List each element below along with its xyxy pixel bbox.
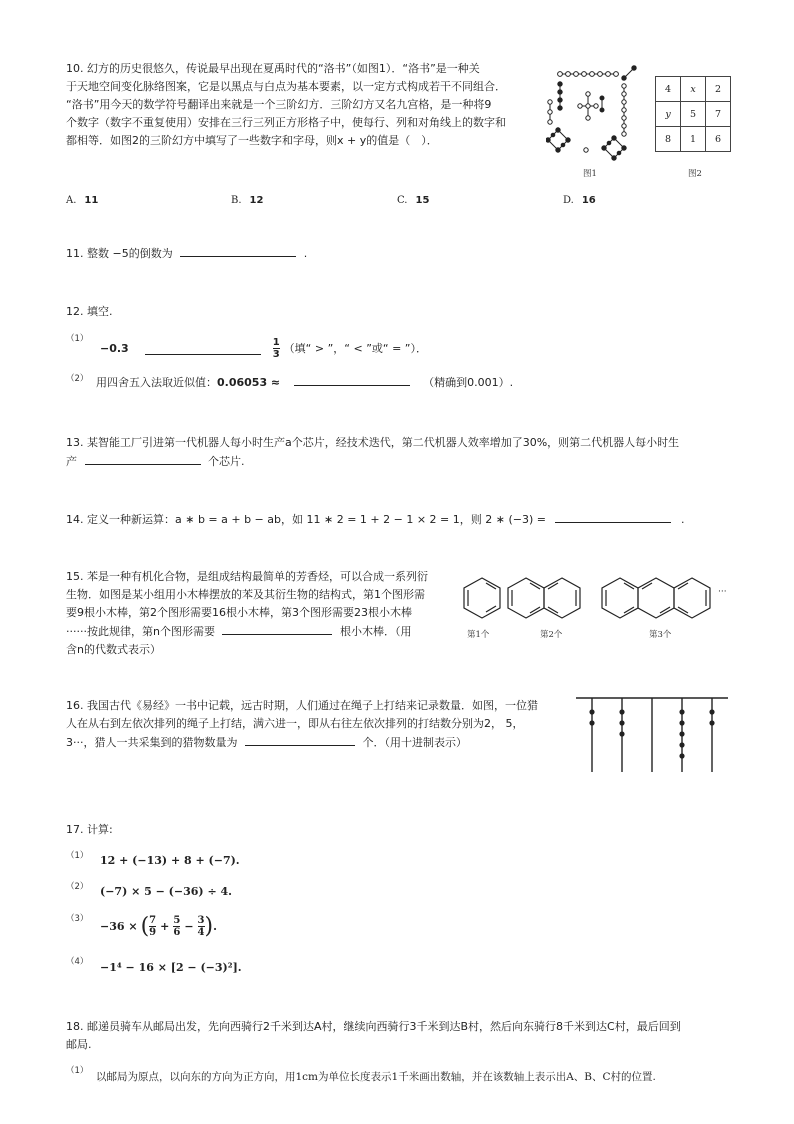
q17-title: 17. 计算:: [66, 823, 113, 836]
q12-title: 12. 填空.: [66, 305, 113, 318]
grid-cell: 7: [706, 102, 731, 127]
rope-knot: [709, 709, 714, 714]
q17-part-1-expr: 12 + (−13) + 8 + (−7).: [100, 854, 240, 867]
expr-prefix: −36 ×: [100, 919, 138, 933]
option-letter: C.: [397, 195, 408, 206]
question-16: [66, 697, 566, 752]
q12-p2-text: 用四舍五入法取近似值：: [96, 376, 217, 389]
q13-line: 产: [66, 455, 77, 468]
q14-text: 14. 定义一种新运算：a ∗ b = a + b − ab，如 11 ∗ 2 = 1 + 2 − 1 × 2 = 1，则 2 ∗ (−3) =: [66, 513, 546, 526]
grid-cell: y: [656, 102, 681, 127]
fraction: [149, 915, 156, 938]
option-letter: D.: [563, 195, 574, 206]
option-a[interactable]: [66, 195, 98, 206]
grid-cell: 5: [681, 102, 706, 127]
frac-num: 1: [272, 337, 280, 348]
q15-line: 生物．如图是某小组用小木棒摆放的苯及其衍生物的结构式，第1个图形需: [66, 588, 425, 601]
rope-knot: [619, 720, 624, 725]
q10-line: 都相等．如图2的三阶幻方中填写了一些数字和字母，则x + y的值是（ ）．: [66, 134, 438, 147]
rope-knot: [619, 731, 624, 736]
question-13: [66, 434, 746, 471]
q11-end: .: [303, 247, 308, 260]
fraction: [173, 915, 180, 938]
rope-knot: [589, 709, 594, 714]
answer-blank[interactable]: [180, 244, 296, 257]
answer-blank[interactable]: [145, 342, 261, 355]
q15-line: 要9根小木棒，第2个图形需要16根小木棒，第3个图形需要23根小木棒: [66, 606, 412, 619]
operator: −: [184, 919, 194, 933]
question-18: [66, 1018, 746, 1054]
benzene-ellipsis: ···: [718, 587, 727, 597]
q12-part-1: [100, 337, 427, 360]
frac-den: 9: [149, 927, 157, 938]
compare-left: −0.3: [100, 341, 129, 355]
q17-part-4-num: （4）: [66, 957, 89, 967]
option-value: 12: [249, 195, 264, 206]
option-d[interactable]: [563, 195, 596, 206]
compare-hint: （填“ > ”，“ < ”或“ = ”）．: [283, 341, 427, 355]
q15-line: ······按此规律，第n个图形需要: [66, 625, 215, 638]
option-value: 11: [84, 195, 99, 206]
answer-blank[interactable]: [222, 622, 332, 635]
luoshu-figure: [546, 62, 642, 162]
q10-line: “洛书”用今天的数学符号翻译出来就是一个三阶幻方．三阶幻方又名九宫格，是一种将9: [66, 98, 492, 111]
benzene-figures: [452, 570, 732, 626]
q10-line: 10. 幻方的历史很悠久，传说最早出现在夏禹时代的“洛书”（如图1）．“洛书”是一种关: [66, 62, 480, 75]
frac-num: 3: [197, 915, 205, 926]
frac-den: 6: [173, 927, 181, 938]
figure-2-caption: 图2: [688, 169, 702, 179]
q16-line: 人在从右到左依次排列的绳子上打结，满六进一，即从右往左依次排列的打结数分别为2， 5，: [66, 717, 524, 730]
q18-part-1-text: 以邮局为原点，以向东的方向为正方向，用1cm为单位长度表示1千米画出数轴，并在该数轴上表示出A、B、C村的位置.: [96, 1071, 656, 1083]
rope-knot: [589, 720, 594, 725]
q11-text: 11. 整数 −5的倒数为: [66, 247, 173, 260]
frac-num: 5: [173, 915, 181, 926]
option-letter: B.: [231, 195, 242, 206]
rope-knot: [619, 709, 624, 714]
benzene-caption-1: 第1个: [467, 630, 490, 640]
answer-blank[interactable]: [245, 733, 355, 746]
answer-blank[interactable]: [294, 373, 410, 386]
q17-part-4-expr: −1⁴ − 16 × [2 − (−3)²].: [100, 961, 242, 974]
rope-knot: [679, 720, 684, 725]
q14-end: .: [680, 513, 685, 526]
rope-knot: [709, 720, 714, 725]
option-b[interactable]: [231, 195, 263, 206]
q15-line: 根小木棒．（用: [339, 625, 412, 638]
q17-part-2-num: （2）: [66, 882, 89, 892]
q18-part-1-num: （1）: [66, 1066, 89, 1076]
option-value: 16: [581, 195, 596, 206]
q17-part-3-num: （3）: [66, 914, 89, 924]
frac-den: 3: [272, 349, 280, 360]
q17-part-3-expr: −36 × ( $\frac{7}{9}$ + $\frac{5}{6}$ − $\frac{3}{4}$ ) .: [100, 913, 217, 939]
q15-line: 15. 苯是一种有机化合物，是组成结构最简单的芳香烃，可以合成一系列衍: [66, 570, 428, 583]
q17-part-2-expr: (−7) × 5 − (−36) ÷ 4.: [100, 885, 232, 898]
fraction-one-third: [273, 337, 280, 360]
q16-line: 3···，猎人一共采集到的猎物数量为: [66, 736, 238, 749]
q12-part-1-num: （1）: [66, 334, 89, 344]
question-15: [66, 568, 456, 659]
rope-knot: [679, 742, 684, 747]
grid-cell: x: [681, 77, 706, 102]
benzene-caption-2: 第2个: [540, 630, 563, 640]
answer-blank[interactable]: [555, 510, 671, 523]
grid-cell: 4: [656, 77, 681, 102]
q12-p2-value: 0.06053 ≈: [217, 376, 281, 389]
q12-part-2-num: （2）: [66, 374, 89, 384]
knotted-rope-figure: [576, 692, 730, 776]
option-value: 15: [415, 195, 430, 206]
rope-knot: [679, 753, 684, 758]
q17-part-1-num: （1）: [66, 851, 89, 861]
grid-cell: 6: [706, 127, 731, 152]
magic-square-grid: [655, 76, 731, 152]
grid-cell: 1: [681, 127, 706, 152]
grid-cell: 8: [656, 127, 681, 152]
question-11: [66, 244, 307, 263]
rope-knot: [679, 731, 684, 736]
fraction: [198, 915, 205, 938]
q18-line: 邮局.: [66, 1038, 92, 1051]
option-letter: A.: [66, 195, 77, 206]
option-c[interactable]: [397, 195, 429, 206]
q18-line: 18. 邮递员骑车从邮局出发，先向西骑行2千米到达A村，继续向西骑行3千米到达B村，然后向东骑行8千米到达C村，最后回到: [66, 1020, 681, 1033]
question-14: [66, 510, 684, 529]
q12-part-2: [96, 373, 513, 392]
operator: +: [160, 919, 170, 933]
q13-line: 13. 某智能工厂引进第一代机器人每小时生产a个芯片，经技术迭代，第二代机器人效率增加了30%，则第二代机器人每小时生: [66, 436, 680, 449]
frac-num: 7: [149, 915, 157, 926]
q12-p2-hint: （精确到0.001）.: [423, 376, 514, 389]
rope-knot: [679, 709, 684, 714]
benzene-caption-3: 第3个: [649, 630, 672, 640]
figure-1-caption: 图1: [583, 169, 597, 179]
q15-line: 含n的代数式表示）: [66, 643, 161, 656]
q16-line: 16. 我国古代《易经》一书中记载，远古时期，人们通过在绳子上打结来记录数量．如图，一位猎: [66, 699, 538, 712]
q10-line: 个数字（数字不重复使用）安排在三行三列正方形格子中，使每行、列和对角线上的数字和: [66, 116, 506, 129]
q16-line: 个．（用十进制表示）: [362, 736, 467, 749]
expr-end: .: [213, 919, 217, 933]
frac-den: 4: [197, 927, 205, 938]
q13-line: 个芯片.: [208, 455, 245, 468]
answer-blank[interactable]: [85, 452, 201, 465]
grid-cell: 2: [706, 77, 731, 102]
q10-text: [66, 60, 546, 150]
q10-line: 于天地空间变化脉络图案，它是以黑点与白点为基本要素，以一定方式构成若干不同组合．: [66, 80, 506, 93]
